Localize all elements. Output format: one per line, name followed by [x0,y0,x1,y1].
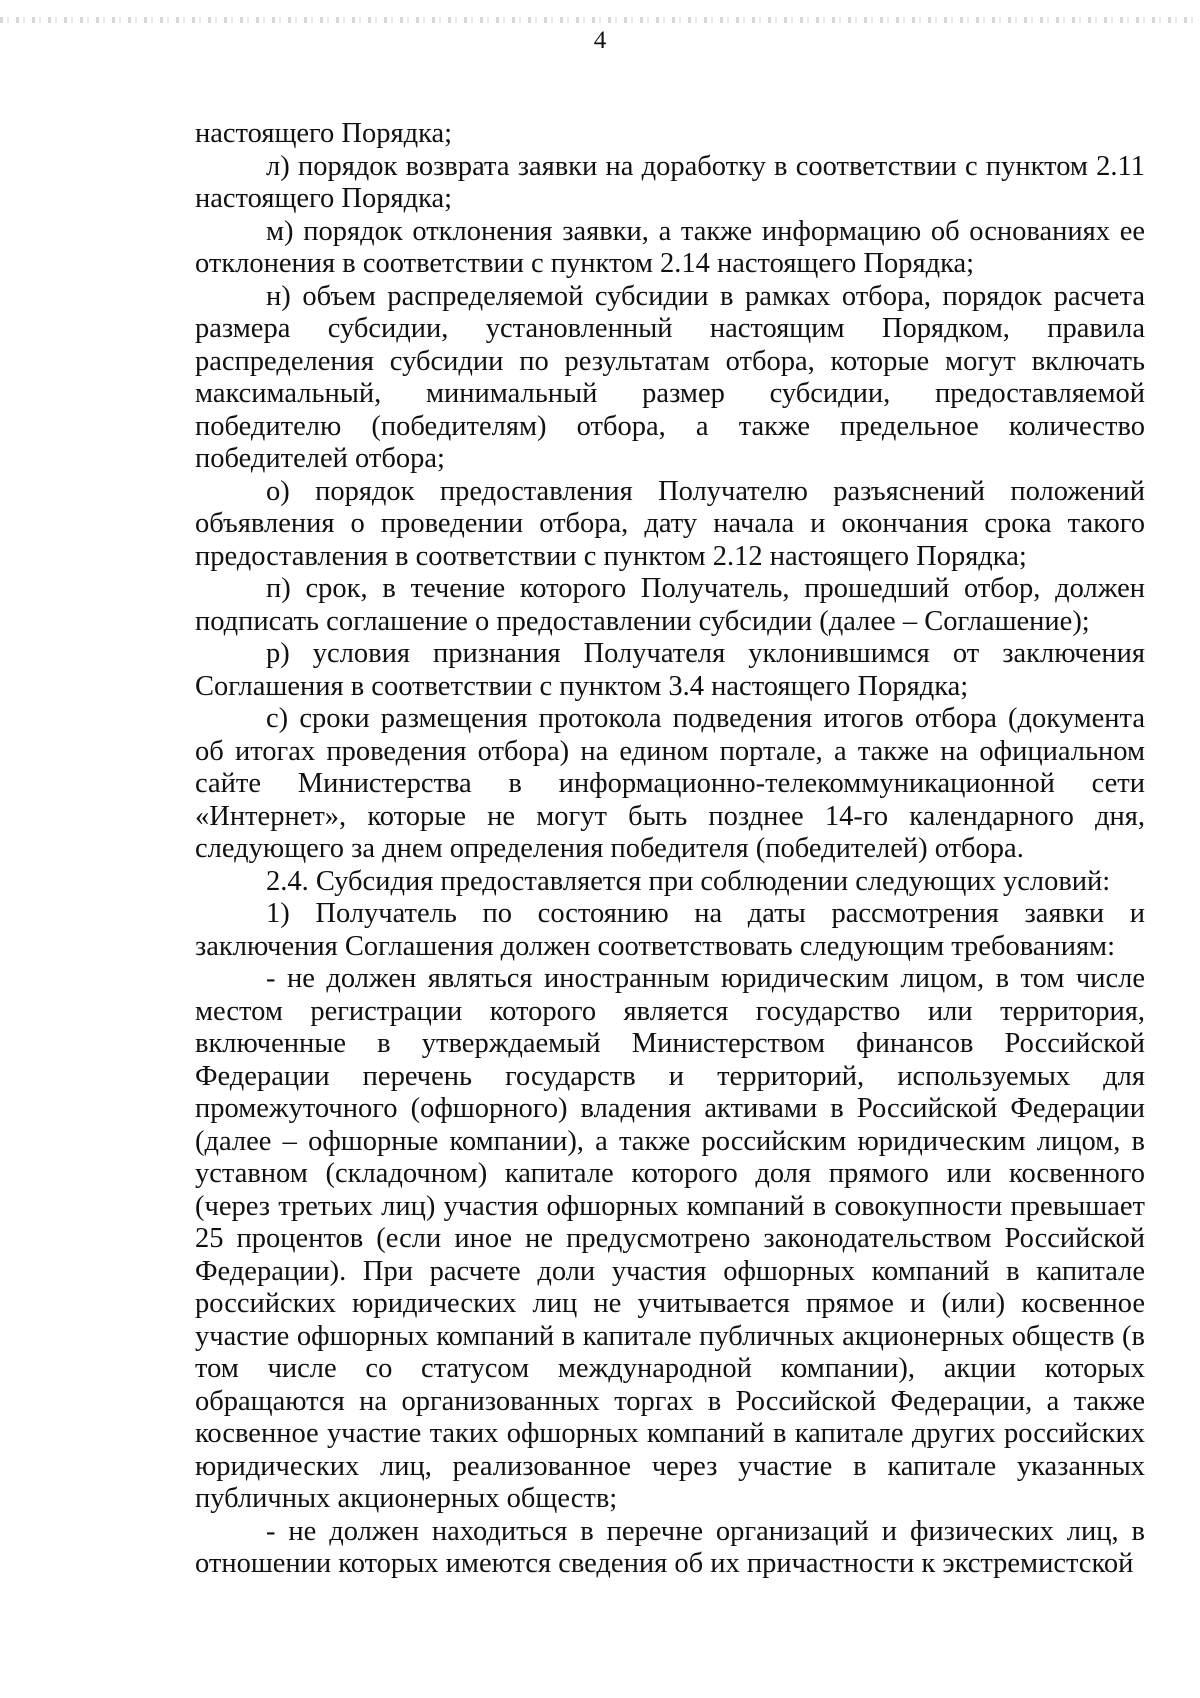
paragraph: 2.4. Субсидия предоставляется при соблюдении следующих условий: [266,865,1111,897]
paragraph: с) сроки размещения протокола подведения итогов отбора (документа об итогах проведения отбора) на едином портале, а также на официальном сайте Министерства в информационно-телекоммуникационной сети «Интернет», которые не могут быть позднее 14-го календарного дня, следующего за днем определения победителя (победителей) отбора. [195,703,1145,864]
paragraph: о) порядок предоставления Получателю разъяснений положений объявления о проведении отбора, дату начала и окончания срока такого предоставления в соответствии с пунктом 2.12 настоящего Порядка; [195,475,1145,572]
paragraph: 1) Получатель по состоянию на даты рассмотрения заявки и заключения Соглашения должен соответствовать следующим требованиям: [195,898,1145,962]
paragraph: м) порядок отклонения заявки, а также информацию об основаниях ее отклонения в соответствии с пунктом 2.14 настоящего Порядка; [195,215,1145,279]
paragraph: н) объем распределяемой субсидии в рамках отбора, порядок расчета размера субсидии, установленный настоящим Порядком, правила распределения субсидии по результатам отбора, которые могут включать максимальный, минимальный размер субсидии, предоставляемой победителю (победителям) отбора, а также предельное количество победителей отбора; [195,280,1145,474]
paragraph: р) условия признания Получателя уклонившимся от заключения Соглашения в соответствии с пунктом 3.4 настоящего Порядка; [195,638,1145,702]
scan-edge-noise [0,17,1200,23]
document-body [195,118,1145,1581]
paragraph: п) срок, в течение которого Получатель, прошедший отбор, должен подписать соглашение о предоставлении субсидии (далее – Соглашение); [195,573,1145,637]
paragraph: - не должен находиться в перечне организаций и физических лиц, в отношении которых имеются сведения об их причастности к экстремистской [195,1515,1145,1579]
paragraph: - не должен являться иностранным юридическим лицом, в том числе местом регистрации которого является государство или территория, включенные в утверждаемый Министерством финансов Российской Федерации перечень государств и территорий, используемых для промежуточного (офшорного) владения активами в Российской Федерации (далее – офшорные компании), а также российским юридическим лицом, в уставном (складочном) капитале которого доля прямого или косвенного (через третьих лиц) участия офшорных компаний в совокупности превышает 25 процентов (если иное не предусмотрено законодательством Российской Федерации). При расчете доли участия офшорных компаний в капитале российских юридических лиц не учитывается прямое и (или) косвенное участие офшорных компаний в капитале публичных акционерных обществ (в том числе со статусом международной компании), акции которых обращаются на организованных торгах в Российской Федерации, а также косвенное участие таких офшорных компаний в капитале других российских юридических лиц, реализованное через участие в капитале указанных публичных акционерных обществ; [195,963,1145,1514]
paragraph: л) порядок возврата заявки на доработку в соответствии с пунктом 2.11 настоящего Порядка; [195,150,1145,214]
paragraph: настоящего Порядка; [195,118,453,149]
page-number: 4 [593,27,607,54]
